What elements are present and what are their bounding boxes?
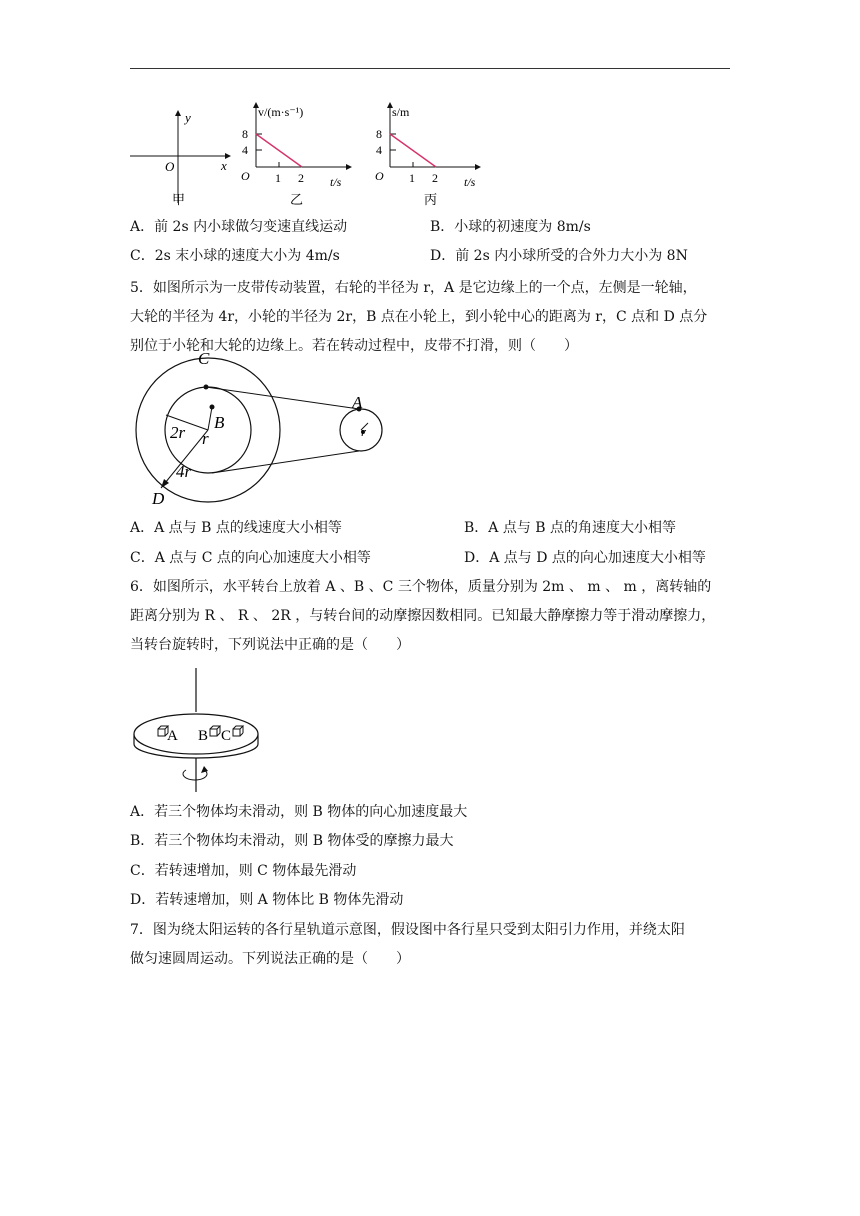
radius-4r-label: 4r [176, 462, 192, 481]
bing-tick-4: 4 [376, 143, 382, 157]
q5-option-c: C．A 点与 C 点的向心加速度大小相等 [130, 550, 371, 566]
jia-origin: O [165, 159, 175, 174]
graph-bing [370, 100, 485, 208]
point-b-label: B [214, 413, 225, 432]
bing-y-label: s/m [392, 105, 410, 119]
graph-yi [236, 100, 356, 208]
jia-caption: 甲 [172, 192, 186, 207]
q5-stem-line-1: 5．如图所示为一皮带传动装置，右轮的半径为 r，A 是它边缘上的一个点，左侧是一轮轴， [130, 280, 697, 296]
radius-r-label: r [202, 429, 209, 448]
q6-option-b: B．若三个物体均未滑动，则 B 物体受的摩擦力最大 [130, 833, 454, 849]
object-a-label: A [167, 728, 178, 744]
bing-origin: O [375, 169, 384, 183]
point-d-label: D [152, 489, 165, 508]
belt-top [206, 387, 359, 409]
q5-option-d: D．A 点与 D 点的向心加速度大小相等 [464, 550, 706, 566]
bing-tick-1: 1 [409, 171, 415, 185]
q6-stem-line-1: 6．如图所示，水平转台上放着 A 、B 、C 三个物体，质量分别为 2m 、 m 、 m ，离转轴的 [130, 579, 712, 595]
q4-option-a: A．前 2s 内小球做匀变速直线运动 [130, 219, 348, 235]
belt-bottom [212, 451, 359, 473]
graph-jia [125, 108, 235, 208]
object-b-label: B [198, 728, 209, 744]
radius-right-label: r [361, 424, 367, 439]
bing-tick-2: 2 [432, 171, 438, 185]
object-c-label: C [221, 728, 232, 744]
q5-option-b: B．A 点与 B 点的角速度大小相等 [464, 520, 677, 536]
q6-stem-line-3: 当转台旋转时，下列说法中正确的是（ ） [130, 637, 410, 653]
q5-stem-line-3: 别位于小轮和大轮的边缘上。若在转动过程中，皮带不打滑，则（ ） [130, 338, 578, 354]
q5-stem-line-2: 大轮的半径为 4r，小轮的半径为 2r，B 点在小轮上，到小轮中心的距离为 r，C 点和 D 点分 [130, 309, 708, 325]
q7-stem-line-2: 做匀速圆周运动。下列说法正确的是（ ） [130, 951, 410, 967]
yi-caption: 乙 [290, 192, 304, 207]
q5-option-a: A．A 点与 B 点的线速度大小相等 [130, 520, 342, 536]
yi-tick-1: 1 [275, 171, 281, 185]
q7-stem-line-1: 7．图为绕太阳运转的各行星轨道示意图，假设图中各行星只受到太阳引力作用，并绕太阳 [130, 922, 685, 938]
yi-tick-8: 8 [242, 127, 248, 141]
q4-option-c: C．2s 末小球的速度大小为 4m/s [130, 248, 340, 264]
q6-turntable-figure [128, 664, 268, 794]
bing-tick-8: 8 [376, 127, 382, 141]
jia-y-label: y [185, 110, 191, 125]
yi-tick-2: 2 [298, 171, 304, 185]
yi-origin: O [241, 169, 250, 183]
point-c-label: C [198, 349, 210, 368]
q4-option-b: B．小球的初速度为 8m/s [430, 219, 591, 235]
q6-option-c: C．若转速增加，则 C 物体最先滑动 [130, 863, 357, 879]
point-a-label: A [352, 393, 363, 412]
yi-tick-4: 4 [242, 143, 248, 157]
q6-option-d: D．若转速增加，则 A 物体比 B 物体先滑动 [130, 892, 404, 908]
bing-caption: 丙 [424, 192, 438, 207]
q6-option-a: A．若三个物体均未滑动，则 B 物体的向心加速度最大 [130, 804, 468, 820]
yi-y-label: v/(m·s⁻¹) [258, 105, 304, 119]
q6-stem-line-2: 距离分别为 R 、 R 、 2R ，与转台间的动摩擦因数相同。已知最大静摩擦力等于滑动摩擦力， [130, 608, 716, 624]
jia-x-label: x [221, 158, 227, 173]
radius-2r-label: 2r [170, 423, 186, 442]
q4-option-d: D．前 2s 内小球所受的合外力大小为 8N [430, 248, 688, 264]
header-rule [130, 68, 730, 69]
q5-belt-figure [128, 344, 388, 510]
yi-x-label: t/s [330, 175, 342, 189]
bing-x-label: t/s [464, 175, 476, 189]
